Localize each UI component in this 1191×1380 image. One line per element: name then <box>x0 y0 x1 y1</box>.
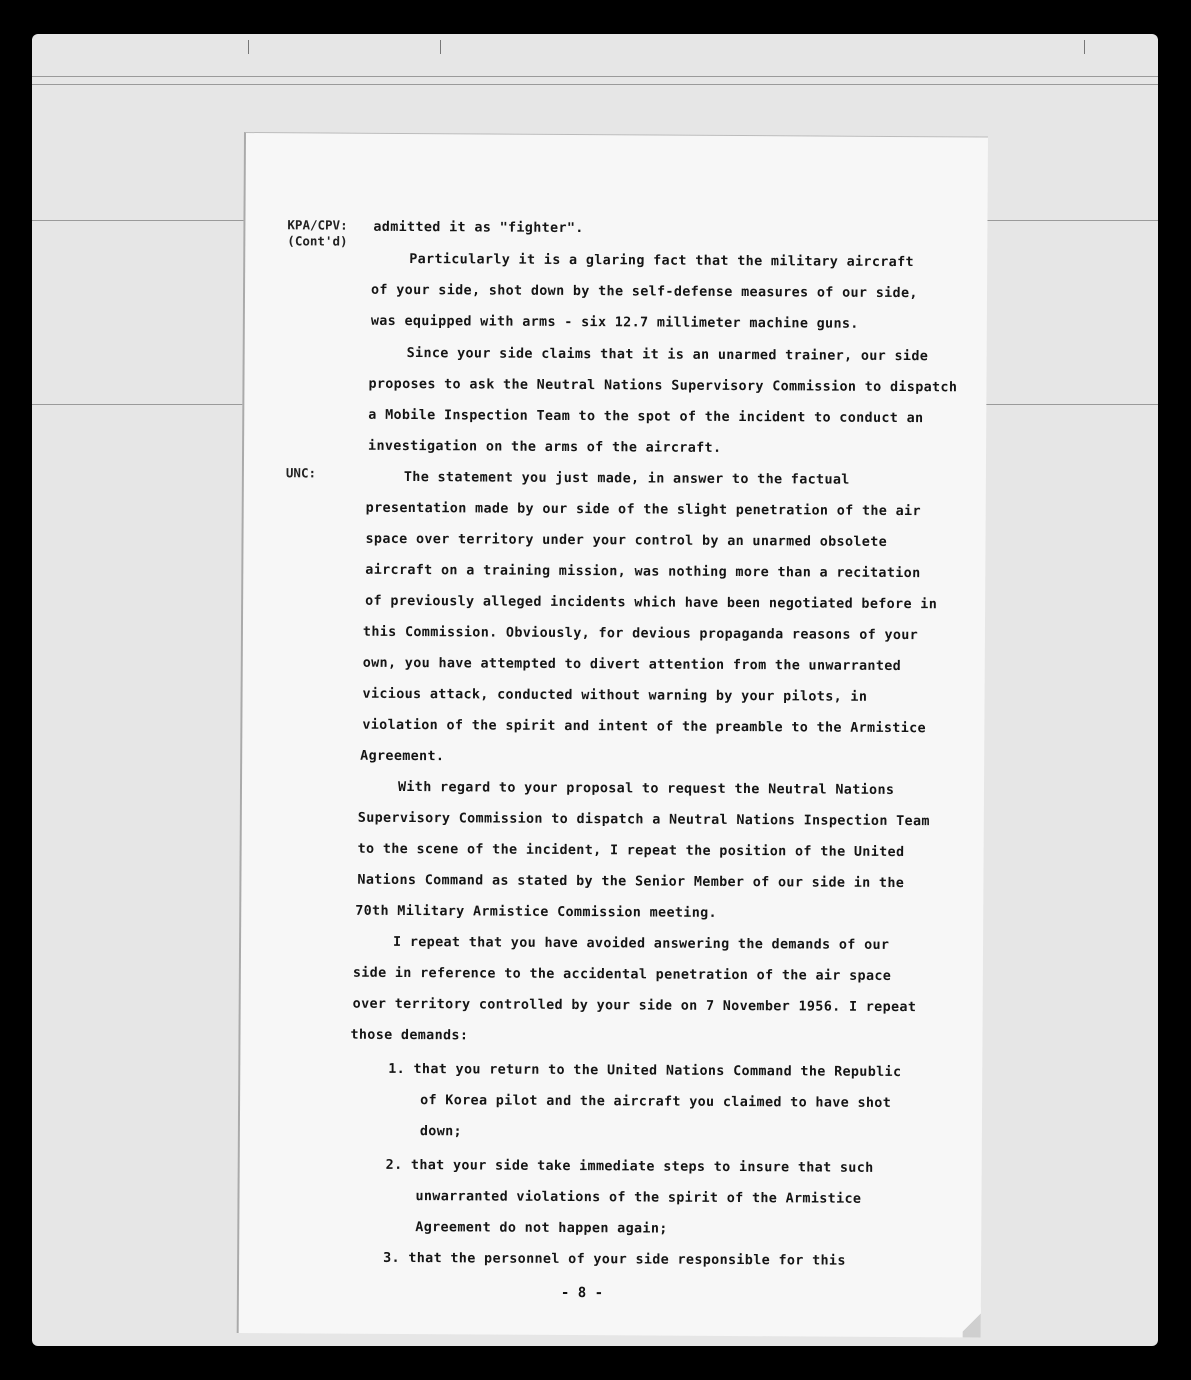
text-line: 3. that the personnel of your side responsible for this <box>383 1250 846 1269</box>
film-frame <box>32 34 1158 1346</box>
text-line: was equipped with arms - six 12.7 millimeter machine guns. <box>370 313 859 332</box>
scan-line <box>32 84 1158 85</box>
text-line: With regard to your proposal to request the Neutral Nations <box>397 779 895 798</box>
text-line: Nations Command as stated by the Senior Member of our side in the <box>357 872 905 892</box>
text-line: admitted it as "fighter". <box>373 219 584 237</box>
text-line: Agreement. <box>360 748 445 765</box>
text-line: 2. that your side take immediate steps to insure that such <box>385 1157 874 1176</box>
text-line: 1. that you return to the United Nations Command the Republic <box>388 1061 902 1081</box>
text-line: own, you have attempted to divert attention from the unwarranted <box>362 655 902 675</box>
text-line: presentation made by our side of the slight penetration of the air <box>365 500 921 520</box>
text-line: Since your side claims that it is an unarmed trainer, our side <box>406 345 929 365</box>
text-line: Agreement do not happen again; <box>415 1220 668 1237</box>
scan-line <box>32 76 1158 77</box>
text-line: space over territory under your control by an unarmed obsolete <box>365 531 888 550</box>
text-line: vicious attack, conducted without warning by your pilots, in <box>362 686 868 705</box>
text-line: Particularly it is a glaring fact that the military aircraft <box>409 252 914 271</box>
text-line: a Mobile Inspection Team to the spot of the incident to conduct an <box>368 407 924 427</box>
text-line: unwarranted violations of the spirit of the Armistice <box>415 1189 862 1207</box>
text-line: of your side, shot down by the self-defense measures of our side, <box>370 282 918 302</box>
text-line: of Korea pilot and the aircraft you claimed to have shot <box>420 1093 892 1111</box>
tick-mark <box>440 40 441 54</box>
text-line: to the scene of the incident, I repeat the position of the United <box>357 841 905 861</box>
text-line: side in reference to the accidental penetration of the air space <box>352 965 892 984</box>
text-line: Supervisory Commission to dispatch a Neutral Nations Inspection Team <box>357 810 930 830</box>
text-line: those demands: <box>350 1027 469 1044</box>
speaker-label-contd: (Cont'd) <box>287 233 348 249</box>
text-line: this Commission. Obviously, for devious propaganda reasons of your <box>362 624 919 644</box>
text-line: 70th Military Armistice Commission meeting. <box>355 903 718 921</box>
speaker-label-kpa: KPA/CPV: <box>287 217 348 233</box>
speaker-label-unc: UNC: <box>285 465 317 481</box>
text-line: I repeat that you have avoided answering the demands of our <box>393 934 890 953</box>
text-line: The statement you just made, in answer to the factual <box>403 469 850 488</box>
page-number: - 8 - <box>560 1284 604 1302</box>
text-line: violation of the spirit and intent of the preamble to the Armistice <box>362 717 927 737</box>
text-line: down; <box>419 1124 463 1140</box>
page-corner-fold <box>963 1307 981 1337</box>
tick-mark <box>1084 40 1085 54</box>
text-line: of previously alleged incidents which have been negotiated before in <box>365 593 938 613</box>
text-line: aircraft on a training mission, was nothing more than a recitation <box>365 562 921 582</box>
text-line: over territory controlled by your side on 7 November 1956. I repeat <box>352 996 917 1016</box>
text-line: investigation on the arms of the aircraft. <box>368 438 722 456</box>
tick-mark <box>248 40 249 54</box>
text-line: proposes to ask the Neutral Nations Supervisory Commission to dispatch <box>368 376 958 396</box>
document-page <box>237 132 988 1338</box>
